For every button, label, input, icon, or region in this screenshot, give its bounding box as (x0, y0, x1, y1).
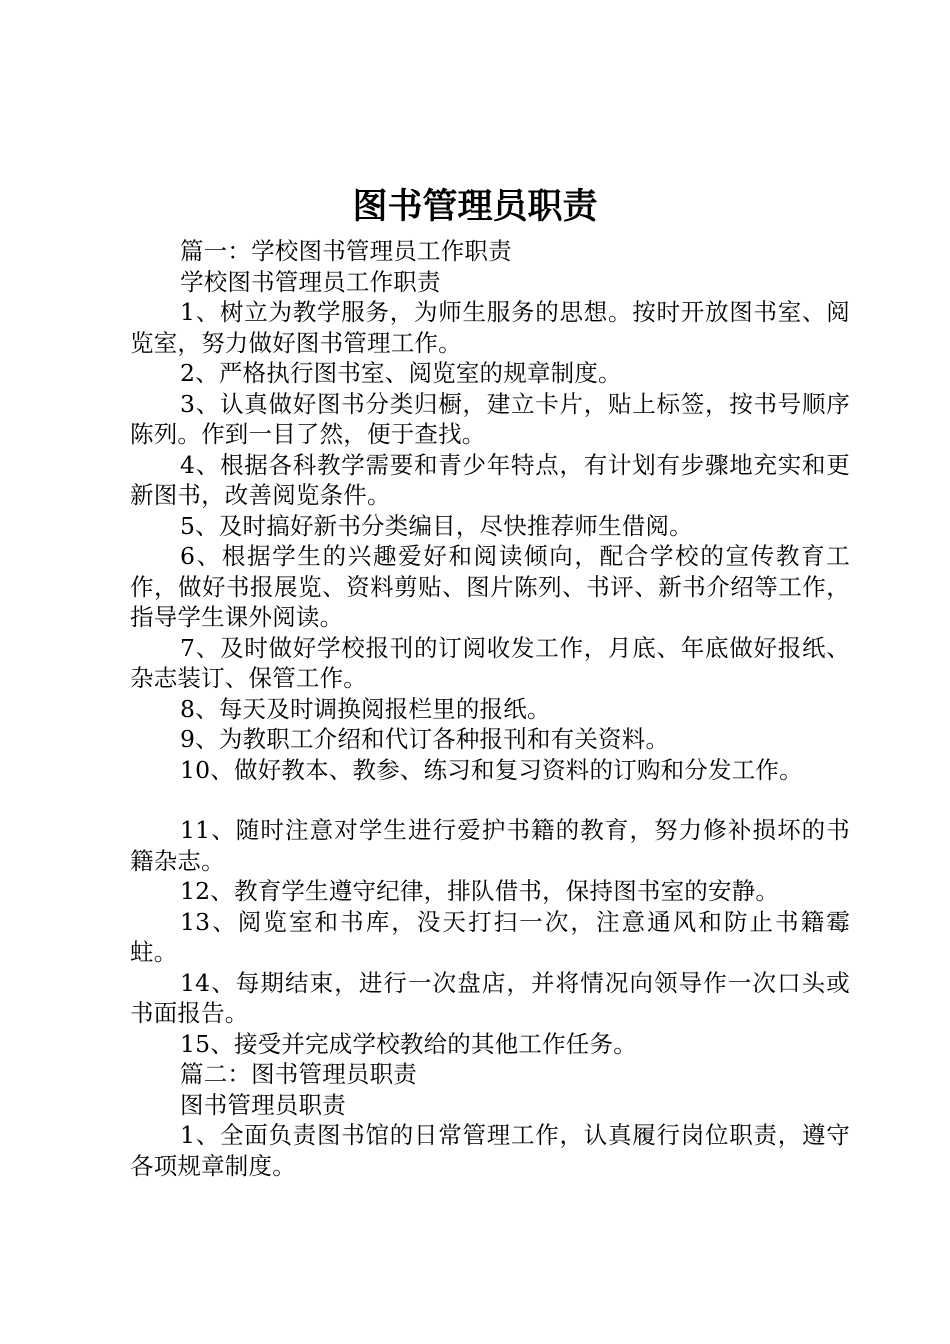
duty-item-1: 1、树立为教学服务，为师生服务的思想。按时开放图书室、阅览室，努力做好图书管理工作。 (130, 298, 850, 357)
duty-item-13: 13、阅览室和书库，没天打扫一次，注意通风和防止书籍霉蛀。 (130, 907, 850, 966)
librarian-duty-item-1: 1、全面负责图书馆的日常管理工作，认真履行岗位职责，遵守各项规章制度。 (130, 1121, 850, 1180)
subheading-2: 图书管理员职责 (180, 1090, 346, 1119)
duty-item-4: 4、根据各科教学需要和青少年特点，有计划有步骤地充实和更新图书，改善阅览条件。 (130, 450, 850, 509)
duty-item-10: 10、做好教本、教参、练习和复习资料的订购和分发工作。 (180, 755, 803, 784)
duty-item-9: 9、为教职工介绍和代订各种报刊和有关资料。 (180, 725, 670, 753)
duty-item-7: 7、及时做好学校报刊的订阅收发工作，月底、年底做好报纸、杂志装订、保管工作。 (130, 633, 850, 692)
paragraph-gap (130, 785, 850, 815)
duty-item-3: 3、认真做好图书分类归橱，建立卡片，贴上标签，按书号顺序陈列。作到一目了然，便于查找。 (130, 389, 850, 448)
duty-item-5: 5、及时搞好新书分类编目，尽快推荐师生借阅。 (180, 511, 693, 540)
duty-item-11: 11、随时注意对学生进行爱护书籍的教育，努力修补损坏的书籍杂志。 (130, 816, 850, 875)
duty-item-15: 15、接受并完成学校教给的其他工作任务。 (180, 1029, 637, 1058)
duty-item-2: 2、严格执行图书室、阅览室的规章制度。 (180, 359, 622, 387)
duty-item-6: 6、根据学生的兴趣爱好和阅读倾向，配合学校的宣传教育工作，做好书报展览、资料剪贴、图片陈列、书评、新书介绍等工作，指导学生课外阅读。 (130, 542, 850, 631)
section-heading-1: 篇一：学校图书管理员工作职责 (180, 237, 512, 265)
duty-item-8: 8、每天及时调换阅报栏里的报纸。 (180, 694, 551, 723)
subheading-1: 学校图书管理员工作职责 (180, 267, 441, 296)
section-heading-2: 篇二：图书管理员职责 (180, 1060, 417, 1088)
document-title: 图书管理员职责 (352, 187, 598, 227)
document-body (130, 236, 850, 1181)
duty-item-12: 12、教育学生遵守纪律，排队借书，保持图书室的安静。 (180, 877, 780, 905)
duty-item-14: 14、每期结束，进行一次盘店，并将情况向领导作一次口头或书面报告。 (130, 968, 850, 1027)
